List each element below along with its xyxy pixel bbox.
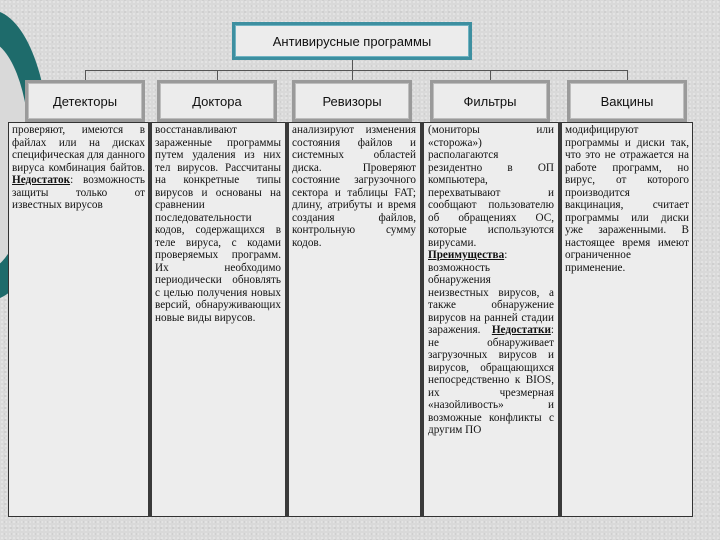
header-box-doctors: [157, 80, 277, 122]
description-text: модифицируют программы и диски так, что это не отражается на работе программ, но вирус, от которого производится вакцинация, считает программы или диски уже зараженными. В настоящее время имеют ограниченное применение.: [565, 124, 689, 274]
header-auditors: Ревизоры: [295, 83, 409, 119]
header-box-detectors: [25, 80, 145, 122]
description-text: : возможность защиты только от известных вирусов: [12, 174, 145, 211]
header-filters: Фильтры: [433, 83, 547, 119]
description-filters: [428, 124, 554, 437]
description-vaccines: [565, 124, 689, 274]
term-highlight: Преимущества: [428, 249, 505, 261]
header-detectors: Детекторы: [28, 83, 142, 119]
connector-filters: [490, 70, 491, 80]
title-connector: [352, 60, 353, 70]
diagram-title: Антивирусные программы: [235, 25, 469, 57]
description-text: анализируют изменения состояния файлов и системных областей диска. Проверяют состояние загрузочного сектора и таблицы FAT; длину, атрибуты и время создания файлов, контрольную сумму кодов.: [292, 124, 416, 249]
description-text: (мониторы или «сторожа») располагаются резидентно в ОП компьютера, перехватывают и сообщают пользователю об обращениях ОС, которые используются вирусами.: [428, 124, 554, 249]
description-auditors: [292, 124, 416, 249]
column-divider-1: [148, 122, 152, 517]
description-text: восстанавливают зараженные программы путем удаления из них тел вирусов. Рассчитаны на конкретные типы вирусов и основаны на сравнении последовательности кодов, содержащихся в теле вируса, с кодами проверяемых программ. Их необходимо периодически обновлять с целью получения новых версий, обнаруживающих новые виды вирусов.: [155, 124, 281, 324]
header-doctors: Доктора: [160, 83, 274, 119]
connector-doctors: [217, 70, 218, 80]
column-divider-2: [285, 122, 289, 517]
description-text: : возможность обнаружения неизвестных вирусов, а также обнаружение вирусов на ранней стадии заражения.: [428, 249, 554, 336]
header-box-vaccines: [567, 80, 687, 122]
description-detectors: [12, 124, 145, 212]
header-box-filters: [430, 80, 550, 122]
column-divider-4: [558, 122, 562, 517]
header-box-auditors: [292, 80, 412, 122]
description-doctors: [155, 124, 281, 324]
description-text: проверяют, имеются в файлах или на дисках специфическая для данного вируса комбинация байтов.: [12, 124, 145, 174]
header-vaccines: Вакцины: [570, 83, 684, 119]
column-divider-3: [420, 122, 424, 517]
term-highlight: Недостаток: [12, 174, 71, 186]
connector-auditors: [352, 70, 353, 80]
description-text: : не обнаруживает загрузочных вирусов и вирусов, обращающихся непосредственно к BIOS, их чрезмерная «назойливость» и возможные конфликты с другим ПО: [428, 324, 554, 436]
diagram-title-box: [232, 22, 472, 60]
connector-detectors: [85, 70, 86, 80]
horizontal-connector: [85, 70, 627, 71]
connector-vaccines: [627, 70, 628, 80]
term-highlight: Недостатки: [491, 324, 551, 336]
